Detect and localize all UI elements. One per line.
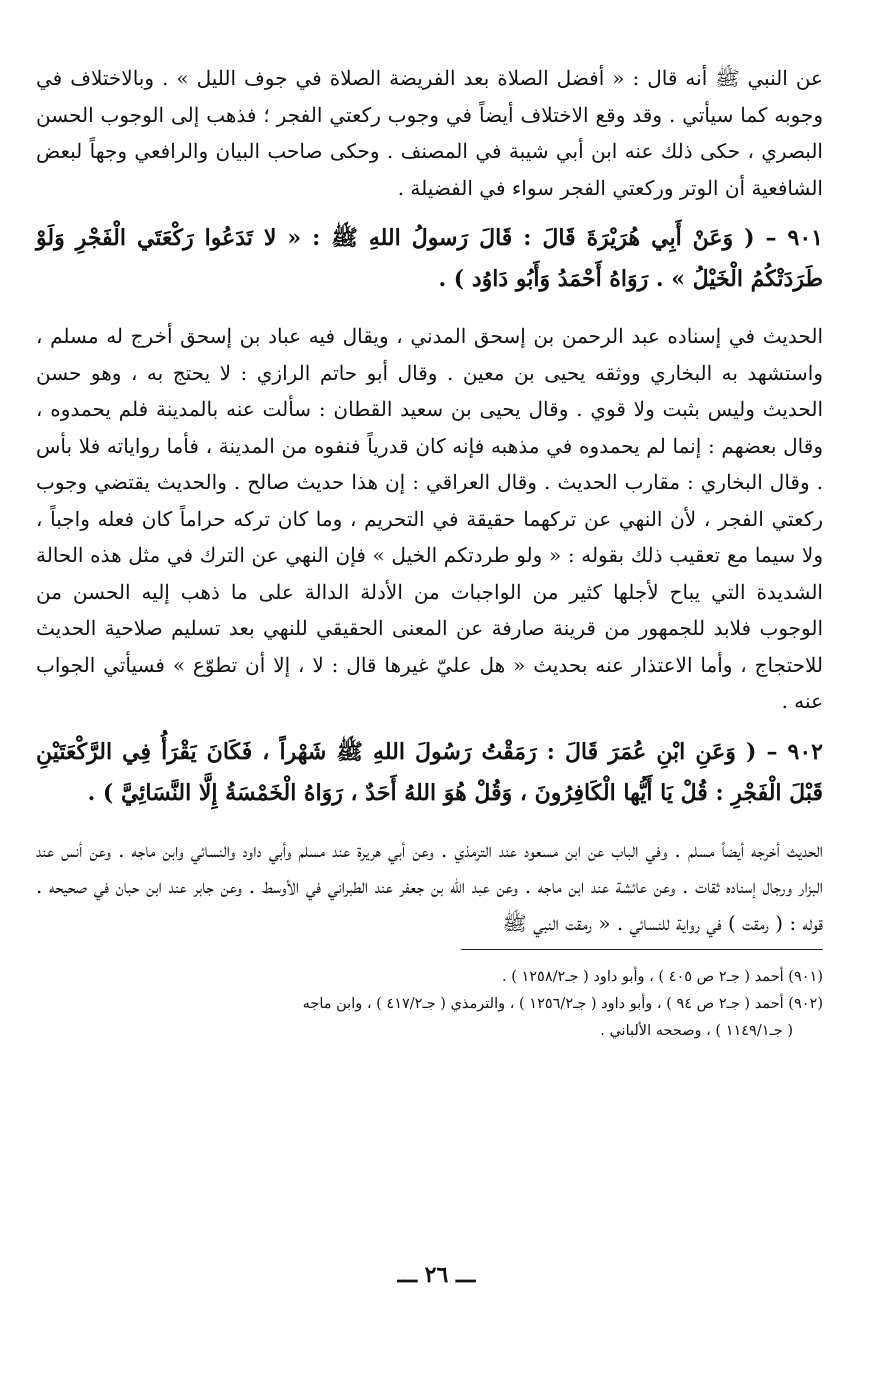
hadith-901: ٩٠١ – ( وَعَنْ أَبِي هُرَيْرَةَ قَالَ : قَالَ رَسولُ اللهِ ﷺ : « لا تَدَعُوا رَكْعَتَي الْفَجْرِ وَلَوْ طَرَدَتْكُمُ الْخَيْلُ » . رَوَاهُ أَحْمَدُ وَأَبُو دَاوُد ) . xyxy=(36,225,823,292)
footnote-divider xyxy=(461,949,823,950)
paragraph-commentary-902: الحديث أخرجه أيضاً مسلم . وفي الباب عن ابن مسعود عند الترمذي . وعن أبي هريرة عند مسلم وأبي داود والنسائي وابن ماجه . وعن أنس عند البزار ورجال إسناده ثقات . وعن عائشة عند ابن ماجه . وعن عبد الله بن جعفر عند الطبراني في الأوسط . وعن جابر عند ابن حبان في صحيحه . قوله : ( رمقت ) في رواية للنسائي . « رمقت النبي ﷺ xyxy=(36,837,823,935)
hadith-902: ٩٠٢ – ( وَعَنِ ابْنِ عُمَرَ قَالَ : رَمَقْتُ رَسُولَ اللهِ ﷺ شَهْراً ، فَكَانَ يَقْرَأُ فِي الرَّكْعَتَيْنِ قَبْلَ الْفَجْرِ : قُلْ يَا أَيُّها الْكَافِرُونَ ، وَقُلْ هُوَ اللهُ أَحَدٌ ، رَوَاهُ الْخَمْسَةُ إِلَّا النَّسَائِيَّ ) . xyxy=(36,738,823,806)
paragraph-commentary-intro: عن النبي ﷺ أنه قال : « أفضل الصلاة بعد الفريضة الصلاة في جوف الليل » . وبالاختلاف في وجوبه كما سيأتي . وقد وقع الاختلاف أيضاً في وجوب ركعتي الفجر ؛ فذهب إلى الوجوب الحسن البصري ، حكى ذلك عنه ابن أبي شيبة في المصنف . وحكى صاحب البيان والرافعي وجهاً لبعض الشافعية أن الوتر وركعتي الفجر سواء في الفضيلة . xyxy=(36,66,823,200)
footnote-901: (٩٠١) أحمد ( جـ٢ ص ٤٠٥ ) ، وأبو داود ( جـ١٢٥٨/٢ ) . xyxy=(502,969,823,985)
paragraph-commentary-901: الحديث في إسناده عبد الرحمن بن إسحق المدني ، ويقال فيه عباد بن إسحق أخرج له مسلم ، واستشهد به البخاري ووثقه يحيى بن معين . وقال أبو حاتم الرازي : لا يحتج به ، وهو حسن الحديث وليس بثبت ولا قوي . وقال يحيى بن سعيد القطان : سألت عنه بالمدينة فلم يحمدوه ، وقال بعضهم : إنما لم يحمدوه في مذهبه فإنه كان قدرياً فنفوه من المدينة ، فأما رواياته فلا بأس . وقال البخاري : مقارب الحديث . وقال العراقي : إن هذا حديث صالح . والحديث يقتضي وجوب ركعتي الفجر ، لأن النهي عن تركهما حقيقة في التحريم ، وما كان تركه حراماً كان فعله واجباً ، ولا سيما مع تعقيب ذلك بقوله : « ولو طردتكم الخيل » فإن النهي عن الترك في مثل هذه الحالة الشديدة التي يباح لأجلها كثير من الواجبات من الأدلة الدالة على ما ذهب إليه الحسن من الوجوب فلابد للجمهور من قرينة صارفة عن المعنى الحقيقي للنهي بعد تسليم صلاحية الحديث للاحتجاج ، وأما الاعتذار عنه بحديث « هل عليّ غيرها قال : لا ، إلا أن تطوّع » فسيأتي الجواب عنه . xyxy=(36,324,824,713)
footnote-902: (٩٠٢) أحمد ( جـ٢ ص ٩٤ ) ، وأبو داود ( جـ١٢٥٦/٢ ) ، والترمذي ( جـ٤١٧/٢ ) ، وابن ماجه xyxy=(302,996,823,1012)
footnote-902-continued: ( جـ١١٤٩/١ ) ، وصححه الألباني . xyxy=(600,1023,793,1039)
page-number: ـــ ٢٦ ـــ xyxy=(397,1262,476,1288)
